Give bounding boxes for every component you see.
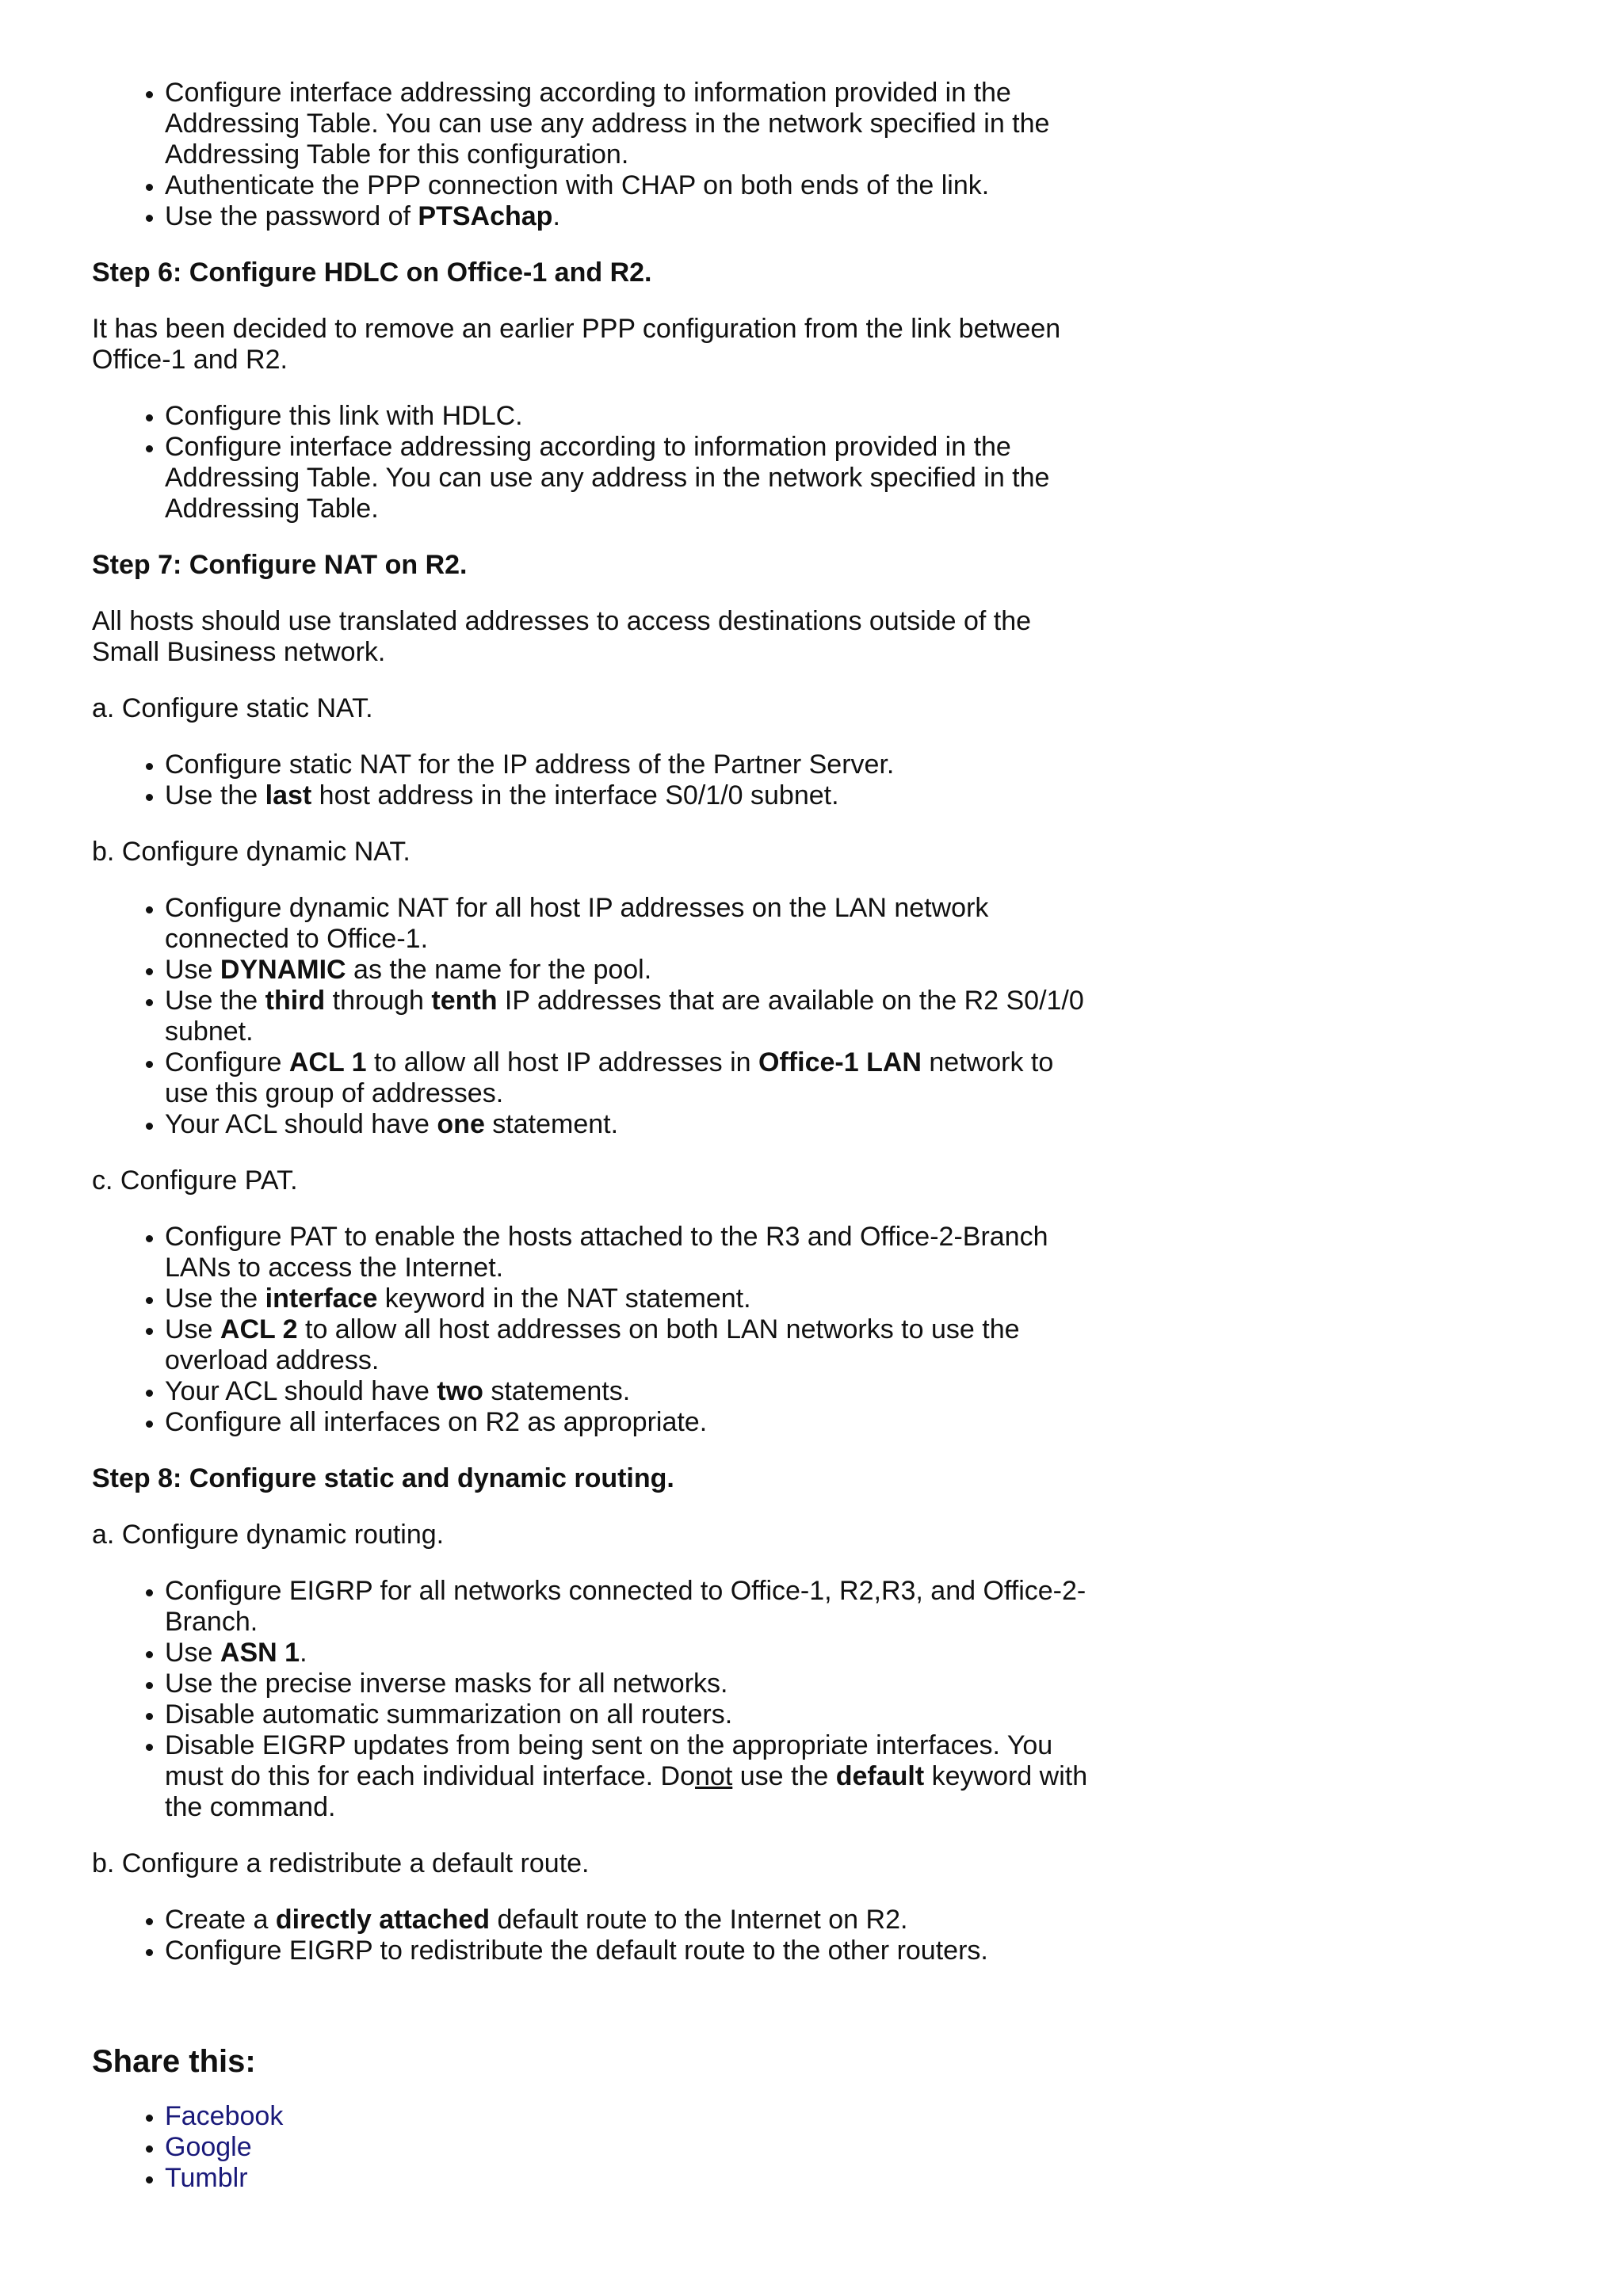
list-item: • Configure ACL 1 to allow all host IP addresses in Office-1 LAN network to use this group of addresses. [165,1047,1090,1109]
list-item: • Configure static NAT for the IP address of the Partner Server. [165,749,1090,780]
list-item: • Configure this link with HDLC. [165,401,1090,432]
list-item: • Configure dynamic NAT for all host IP addresses on the LAN network connected to Office-1. [165,893,1090,955]
list-item: • Configure PAT to enable the hosts attached to the R3 and Office-2-Branch LANs to access the Internet. [165,1222,1090,1283]
list-item: • Configure EIGRP to redistribute the default route to the other routers. [165,1936,1090,1966]
list-item: • Use the interface keyword in the NAT statement. [165,1283,1090,1314]
list-item: • Use ASN 1. [165,1638,1090,1669]
list-item: • Use ACL 2 to allow all host addresses on both LAN networks to use the overload address. [165,1314,1090,1376]
step6-title: Step 6: Configure HDLC on Office-1 and R2. [92,257,652,288]
list-item: • Use the last host address in the interface S0/1/0 subnet. [165,780,1090,811]
list-item: • Use the password of PTSAchap. [165,201,1090,232]
google-link[interactable]: Google [165,2132,252,2162]
list-item: • Disable EIGRP updates from being sent on the appropriate interfaces. You must do this for each individual interface. Donot use the default keyword with the command. [165,1730,1090,1823]
share-item-google [165,2132,1090,2163]
list-item: • Use DYNAMIC as the name for the pool. [165,955,1090,986]
step7a-list [92,749,1090,811]
step6-intro: It has been decided to remove an earlier PPP configuration from the link between Office-1 and R2. [92,314,1061,375]
list-item: • Configure all interfaces on R2 as appropriate. [165,1407,1090,1438]
facebook-link[interactable]: Facebook [165,2101,284,2131]
step8b-heading: b. Configure a redistribute a default route. [92,1848,590,1878]
step6-list [92,401,1090,524]
step8-title: Step 8: Configure static and dynamic routing. [92,1463,674,1493]
list-item: • Disable automatic summarization on all routers. [165,1699,1090,1730]
password-value: PTSAchap [418,201,553,231]
step7c-list [92,1222,1090,1438]
step8a-heading: a. Configure dynamic routing. [92,1520,445,1550]
list-item: • Authenticate the PPP connection with CHAP on both ends of the link. [165,170,1090,201]
ppp-config-list [92,78,1090,232]
list-item: • Configure EIGRP for all networks connected to Office-1, R2,R3, and Office-2-Branch. [165,1576,1090,1638]
list-item: • Configure interface addressing according to information provided in the Addressing Table. You can use any address in the network specified in the Addressing Table for this configuration. [165,78,1090,170]
document-content [92,78,1090,2194]
share-links [92,2101,1090,2194]
list-item: • Create a directly attached default route to the Internet on R2. [165,1905,1090,1936]
step8a-list [92,1576,1090,1823]
share-heading: Share this: [92,2044,256,2079]
list-item: • Use the third through tenth IP addresses that are available on the R2 S0/1/0 subnet. [165,986,1090,1047]
step7a-heading: a. Configure static NAT. [92,693,373,723]
step7-intro: All hosts should use translated addresses to access destinations outside of the Small Business network. [92,606,1032,667]
share-item-facebook [165,2101,1090,2132]
list-item: • Your ACL should have one statement. [165,1109,1090,1140]
list-item: • Your ACL should have two statements. [165,1376,1090,1407]
list-item: • Configure interface addressing according to information provided in the Addressing Table. You can use any address in the network specified in the Addressing Table. [165,432,1090,524]
step7c-heading: c. Configure PAT. [92,1165,298,1196]
step7-title: Step 7: Configure NAT on R2. [92,550,468,580]
step7b-list [92,893,1090,1140]
list-item: • Use the precise inverse masks for all networks. [165,1669,1090,1699]
step8b-list [92,1905,1090,1966]
share-item-tumblr [165,2163,1090,2194]
step7b-heading: b. Configure dynamic NAT. [92,837,411,867]
tumblr-link[interactable]: Tumblr [165,2163,248,2193]
